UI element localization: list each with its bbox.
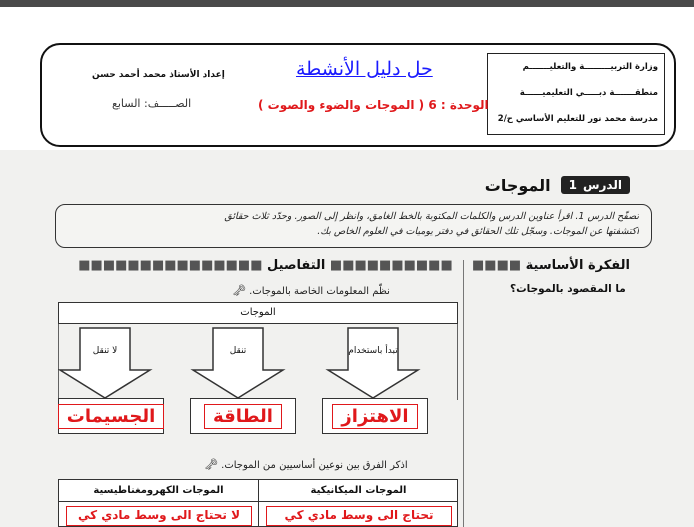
column-divider (463, 260, 464, 527)
answer-box-energy (190, 398, 296, 434)
table-header-mechanical: الموجات الميكانيكية (259, 480, 458, 502)
main-idea-heading-text: الفكرة الأساسية (525, 258, 630, 273)
page-title: حل دليل الأنشطة (296, 58, 433, 80)
region-line: منطقـــــــة دبـــــي التعليميــــــة (519, 88, 658, 98)
down-arrow-middle (193, 328, 283, 398)
waves-box: الموجات (58, 302, 458, 324)
comparison-table (58, 479, 458, 527)
instruction-compare (200, 458, 408, 471)
unit-label: الوحدة : 6 ( الموجات والضوء والصوت ) (258, 98, 489, 112)
answer-box-vibration (322, 398, 428, 434)
intro-line: تصفّح الدرس 1. اقرأ عناوين الدرس والكلمات المكتوبة بالخط الغامق، وانظر إلى الصور. وحدّد ثلاث حقائق (224, 211, 639, 222)
table-cell-electromagnetic: لا تحتاج الى وسط مادي كي (66, 506, 252, 526)
author-label: إعداد الأستاذ محمد أحمد حسن (92, 70, 225, 80)
top-bar (0, 0, 694, 7)
answer-box-particles (58, 398, 164, 434)
table-cell-mechanical: تحتاج الى وسط مادي كي (266, 506, 452, 526)
instruction-text: نظّم المعلومات الخاصة بالموجات. (249, 286, 390, 297)
intro-box (55, 204, 652, 248)
heading-dots: ■■■■■■■■■■ (329, 258, 453, 273)
arrow-label-not-transfer: لا تنقل (92, 346, 118, 356)
class-label: الصـــــف: السابع (112, 97, 192, 110)
arrow-label-start: تبدأ باستخدام (348, 346, 398, 356)
lesson-title (466, 174, 630, 196)
main-idea-question: ما المقصود بالموجات؟ (510, 283, 626, 295)
intro-line: اكتشفتها عن الموجات. وسجّل تلك الحقائق في دفتر يوميات في العلوم الخاص بك. (317, 226, 639, 237)
table-header-electromagnetic: الموجات الكهرومغناطيسية (59, 480, 258, 502)
lesson-badge-number: 1 (568, 178, 577, 192)
school-line: مدرسة محمد نور للتعليم الأساسي ح/2 (497, 114, 658, 124)
answer-text: الجسيمات (58, 404, 164, 429)
details-heading (70, 258, 461, 273)
heading-dots: ■■■■■■■■■■■■■■■ (78, 258, 263, 273)
lesson-title-text: الموجات (484, 175, 551, 195)
lesson-badge-label: الدرس (582, 178, 622, 192)
main-idea-heading (470, 258, 630, 273)
answer-text: الطاقة (204, 404, 282, 429)
ministry-box (487, 53, 665, 135)
instruction-text: اذكر الفرق بين نوعين أساسيين من الموجات. (221, 460, 408, 471)
details-heading-text: التفاصيل (267, 258, 326, 273)
table-divider (258, 480, 259, 527)
down-arrow-left (60, 328, 150, 398)
arrows-diagram (58, 324, 458, 400)
arrow-label-transfer: تنقل (229, 346, 247, 356)
down-arrow-right (328, 328, 418, 398)
ministry-line: وزارة التربيـــــــــة والتعليـــــــم (522, 62, 658, 72)
lesson-badge (561, 176, 630, 194)
instruction-organize (228, 284, 390, 297)
key-icon: 🗝 (204, 458, 218, 471)
heading-dots: ■■■■ (472, 258, 522, 273)
answer-text: الاهتزاز (332, 404, 417, 429)
key-icon: 🗝 (232, 284, 246, 297)
